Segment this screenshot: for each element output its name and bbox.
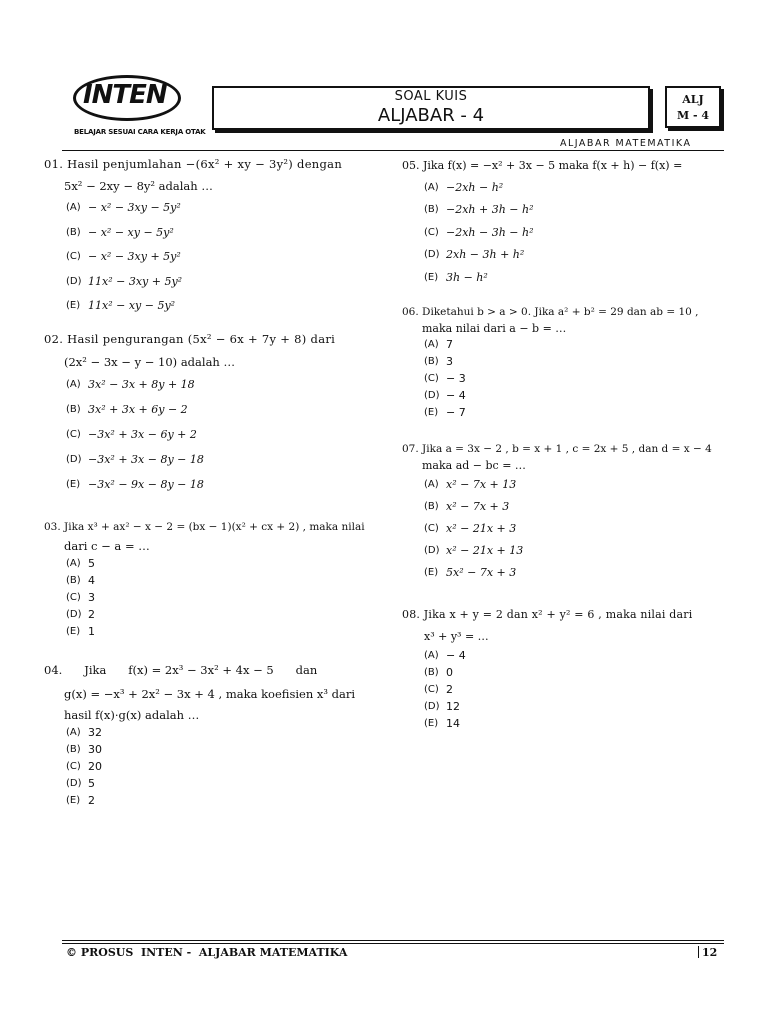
option-label: (C) [424,373,439,385]
question-06-text-2: maka nilai dari a − b = … [422,322,567,336]
option-c [424,682,726,699]
option-value: 1 [88,624,95,638]
option-label: (B) [424,204,439,216]
question-01 [44,156,366,323]
option-label: (D) [424,700,440,712]
option-label: (D) [424,545,440,557]
option-label: (A) [66,202,81,214]
quiz-subtitle: SOAL KUIS [394,89,468,104]
question-07 [402,442,726,587]
option-label: (A) [424,649,439,661]
option-label: (A) [424,479,439,491]
question-07-text: 07. Jika a = 3x − 2 , b = x + 1 , c = 2x + 5 , dan d = x − 4 [402,443,712,455]
option-label: (C) [424,523,439,535]
option-label: (E) [66,795,81,807]
option-value: 2 [88,794,95,808]
logo-tagline: BELAJAR SESUAI CARA KERJA OTAK [74,128,206,136]
option-b [424,499,726,521]
option-a [66,377,366,402]
option-label: (E) [66,625,81,637]
question-04-text-3: hasil f(x)·g(x) adalah … [64,708,200,723]
option-label: (C) [66,429,81,441]
question-08 [402,607,726,733]
header-divider [62,150,724,151]
question-02 [44,331,366,502]
question-08-text: 08. Jika x + y = 2 dan x² + y² = 6 , maka nilai dari [402,608,693,621]
question-04-options [44,725,368,810]
option-label: (B) [424,666,439,678]
option-b [66,402,366,427]
footer-divider [62,940,724,941]
option-value: 20 [88,760,102,774]
option-a [424,337,726,354]
option-label: (D) [424,249,440,261]
option-d [424,699,726,716]
option-c [66,590,368,607]
option-value: 11x² − 3xy + 5y² [88,274,183,288]
question-08-options [402,648,726,733]
option-a [66,200,366,225]
question-04-text-2: g(x) = −x³ + 2x² − 3x + 4 , maka koefisien x³ dari [64,686,356,701]
option-label: (D) [66,778,82,790]
option-b [424,354,726,371]
option-e [66,298,366,323]
option-label: (C) [66,251,81,263]
option-b [424,665,726,682]
question-08-text-2: x³ + y³ = … [424,629,489,643]
option-d [66,607,368,624]
option-label: (B) [66,574,81,586]
option-label: (D) [66,608,82,620]
option-label: (B) [66,744,81,756]
question-04 [44,662,368,810]
option-e [424,270,724,293]
option-c [424,225,724,248]
option-value: −3x² + 3x − 6y + 2 [88,428,197,442]
option-value: x² − 21x + 3 [446,522,517,536]
option-value: 2xh − 3h + h² [446,248,525,262]
option-value: 5 [88,556,95,570]
footer-divider-thin [62,943,724,944]
option-value: − 4 [446,648,466,662]
option-d [424,543,726,565]
footer-separator [698,946,699,958]
quiz-title: ALJABAR - 4 [377,105,485,126]
question-03-text: 03. Jika x³ + ax² − x − 2 = (bx − 1)(x² + cx + 2) , maka nilai [44,521,365,533]
option-b [424,202,724,225]
option-label: (E) [424,271,439,283]
code-line-2: M - 4 [676,109,710,122]
question-06 [402,305,726,422]
option-label: (E) [66,300,81,312]
option-value: − 4 [446,389,466,403]
option-value: − x² − 3xy + 5y² [88,250,181,264]
option-value: 5 [88,777,95,791]
option-b [66,742,368,759]
option-value: 7 [446,338,453,352]
option-label: (D) [66,454,82,466]
option-label: (E) [424,407,439,419]
option-value: x² − 7x + 3 [446,500,510,514]
option-value: 30 [88,743,102,757]
question-05-options [402,180,724,293]
option-value: −3x² + 3x − 8y − 18 [88,453,204,467]
option-value: − x² − xy − 5y² [88,225,174,239]
option-value: −2xh − 3h − h² [446,225,534,239]
option-label: (C) [66,761,81,773]
option-label: (B) [66,226,81,238]
question-01-options [44,200,366,323]
option-value: −2xh + 3h − h² [446,203,534,217]
option-label: (E) [66,479,81,491]
footer-copyright: © PROSUS INTEN - ALJABAR MATEMATIKA [66,946,348,959]
option-e [66,624,368,641]
option-value: − 7 [446,406,466,420]
option-a [66,556,368,573]
question-01-text-2: 5x² − 2xy − 8y² adalah … [64,178,213,193]
logo-text: INTEN [83,80,167,110]
option-value: x² − 7x + 13 [446,478,517,492]
option-value: 4 [88,573,95,587]
option-label: (A) [66,557,81,569]
option-e [66,793,368,810]
option-d [424,388,726,405]
option-d [66,776,368,793]
option-c [424,521,726,543]
option-a [424,477,726,499]
option-e [66,477,366,502]
question-05 [402,158,724,292]
option-value: 3x² + 3x + 6y − 2 [88,403,188,417]
option-e [424,716,726,733]
title-box [212,86,650,130]
question-06-options [402,337,726,422]
code-line-1: ALJ [682,93,704,106]
option-value: 3 [88,590,95,604]
option-value: −2xh − h² [446,180,504,194]
option-value: 32 [88,726,102,740]
option-c [66,249,366,274]
option-label: (A) [424,339,439,351]
header-subject: ALJABAR MATEMATIKA [560,138,692,149]
page-number: 12 [702,946,718,959]
option-value: 3h − h² [446,270,488,284]
question-07-text-2: maka ad − bc = … [422,459,526,473]
question-02-text: 02. Hasil pengurangan (5x² − 6x + 7y + 8) dari [44,332,336,346]
option-a [66,725,368,742]
option-d [66,274,366,299]
option-d [66,452,366,477]
option-label: (B) [66,404,81,416]
question-02-options [44,377,366,502]
option-value: − x² − 3xy − 5y² [88,201,181,215]
option-label: (B) [424,356,439,368]
question-03 [44,520,368,641]
option-value: 0 [446,665,453,679]
option-label: (A) [66,379,81,391]
option-value: 14 [446,716,460,730]
option-value: 5x² − 7x + 3 [446,566,517,580]
question-07-options [402,477,726,587]
question-03-options [44,556,368,641]
option-c [424,371,726,388]
question-03-text-2: dari c − a = … [64,539,150,554]
option-b [66,573,368,590]
question-01-text: 01. Hasil penjumlahan −(6x² + xy − 3y²) dengan [44,157,343,171]
option-d [424,247,724,270]
option-label: (C) [424,226,439,238]
option-a [424,648,726,665]
option-value: 12 [446,699,460,713]
question-05-text: 05. Jika f(x) = −x² + 3x − 5 maka f(x + h) − f(x) = [402,159,683,172]
code-box [665,86,721,128]
option-value: 11x² − xy − 5y² [88,299,176,313]
option-a [424,180,724,203]
option-value: − 3 [446,372,466,386]
option-value: 2 [88,607,95,621]
option-value: −3x² − 9x − 8y − 18 [88,478,204,492]
question-06-text: 06. Diketahui b > a > 0. Jika a² + b² = 29 dan ab = 10 , [402,306,699,318]
option-label: (A) [424,181,439,193]
option-label: (C) [66,591,81,603]
option-c [66,427,366,452]
option-label: (A) [66,727,81,739]
option-label: (D) [66,275,82,287]
option-value: 3 [446,355,453,369]
option-value: 2 [446,682,453,696]
option-e [424,405,726,422]
question-04-text: 04. Jika f(x) = 2x³ − 3x² + 4x − 5 dan [44,663,318,677]
option-value: x² − 21x + 13 [446,544,524,558]
option-e [424,565,726,587]
option-label: (E) [424,717,439,729]
option-label: (C) [424,683,439,695]
option-b [66,225,366,250]
option-label: (E) [424,567,439,579]
option-c [66,759,368,776]
question-02-text-2: (2x² − 3x − y − 10) adalah … [64,354,235,369]
option-label: (B) [424,501,439,513]
option-label: (D) [424,390,440,402]
option-value: 3x² − 3x + 8y + 18 [88,378,195,392]
